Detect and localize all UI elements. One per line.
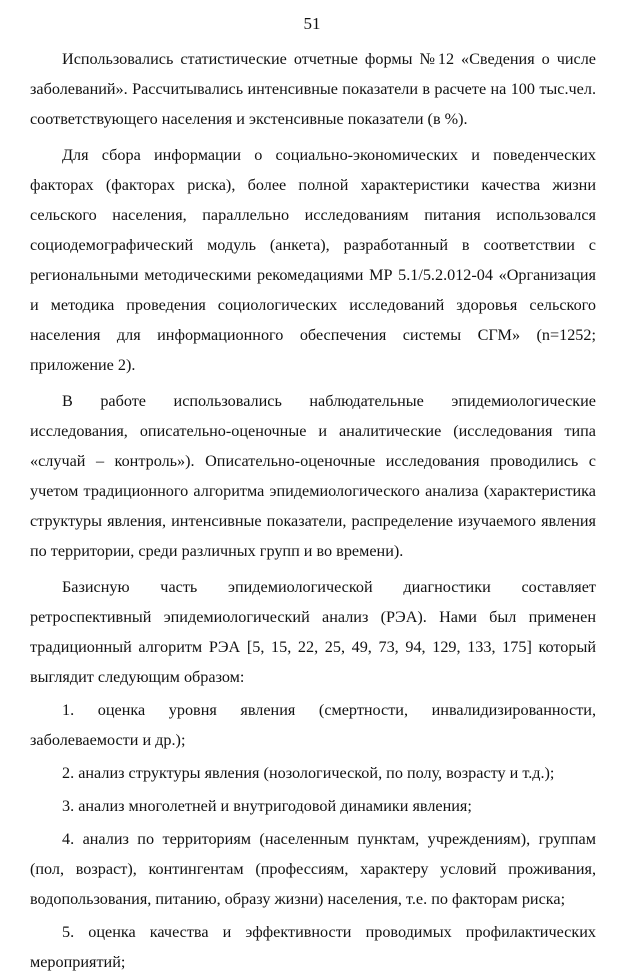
list-item: 3. анализ многолетней и внутригодовой динамики явления; bbox=[62, 797, 472, 815]
list-item: 5. оценка качества и эффективности проводимых профилактических мероприятий; bbox=[30, 923, 596, 971]
list-item: 1. оценка уровня явления (смертности, инвалидизированности, заболеваемости и др.); bbox=[30, 701, 596, 749]
paragraph-sociodemographic-module: Для сбора информации о социально-экономических и поведенческих факторах (факторах риска), более полной характеристики качества жизни сельского населения, параллельно исследованиям питания использовался социодемографический модуль (анкета), разработанный в соответствии с региональными методическими рекомедациями МР 5.1/5.2.012-04 «Организация и методика проведения социологических исследований здоровья сельского населения для информационного обеспечения системы СГМ» (n=1252; приложение 2). bbox=[30, 146, 596, 374]
paragraph-observational-studies: В работе использовались наблюдательные эпидемиологические исследования, описательно-оценочные и аналитические (исследования типа «случай – контроль»). Описательно-оценочные исследования проводились с учетом традиционного алгоритма эпидемиологического анализа (характеристика структуры явления, интенсивные показатели, распределение изучаемого явления по территории, среди различных групп и во времени). bbox=[30, 392, 596, 560]
list-item: 4. анализ по территориям (населенным пунктам, учреждениям), группам (пол, возраст), контингентам (профессиям, характеру условий проживания, водопользования, питанию, образу жизни) населения, т.е. по факторам риска; bbox=[30, 830, 596, 908]
algorithm-list bbox=[30, 695, 596, 977]
paragraph-statistical-forms: Использовались статистические отчетные формы №12 «Сведения о числе заболеваний». Рассчитывались интенсивные показатели в расчете на 100 тыс.чел. соответствующего населения и экстенсивные показатели (в %). bbox=[30, 50, 596, 128]
list-item: 2. анализ структуры явления (нозологической, по полу, возрасту и т.д.); bbox=[62, 764, 555, 782]
document-body bbox=[30, 44, 596, 977]
paragraph-retrospective-analysis: Базисную часть эпидемиологической диагностики составляет ретроспективный эпидемиологический анализ (РЭА). Нами был применен традиционный алгоритм РЭА [5, 15, 22, 25, 49, 73, 94, 129, 133, 175] который выглядит следующим образом: bbox=[30, 578, 596, 686]
page-number: 51 bbox=[303, 14, 321, 33]
